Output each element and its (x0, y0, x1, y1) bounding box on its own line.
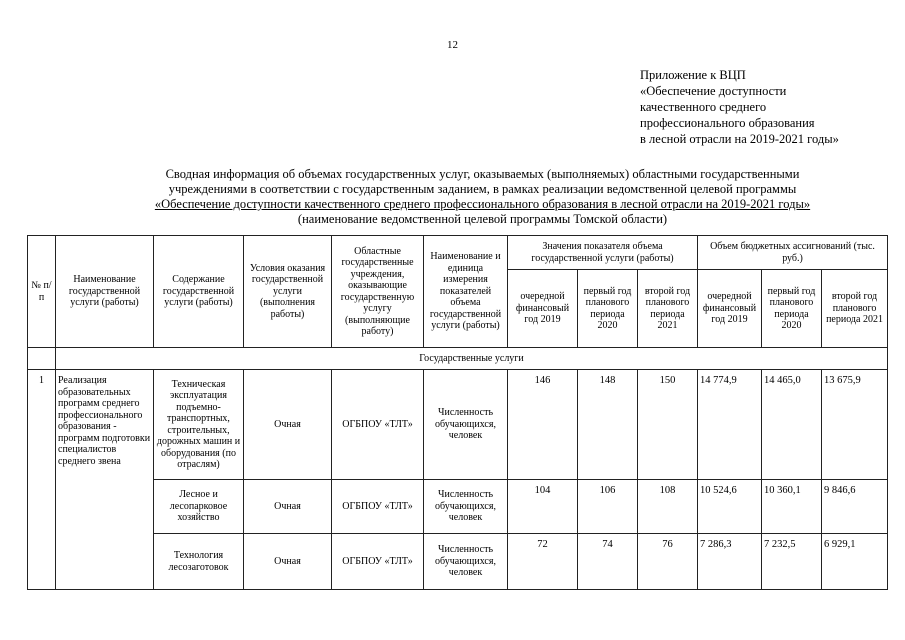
volume-2019: 104 (508, 480, 578, 534)
appendix-line: качественного среднего (640, 100, 767, 114)
header-volume-group: Значения показателя объема государственной услуги (работы) (508, 236, 698, 270)
budget-2019: 10 524,6 (698, 480, 762, 534)
header-budget-2020: первый год планового периода 2020 (762, 270, 822, 348)
service-indicator: Численность обучающихся, человек (424, 480, 508, 534)
service-institution: ОГБПОУ «ТЛТ» (332, 370, 424, 480)
page-number: 12 (447, 39, 458, 51)
header-service-name: Наименование государственной услуги (работы) (56, 236, 154, 348)
table-row (28, 534, 888, 590)
header-volume-2021: второй год планового периода 2021 (638, 270, 698, 348)
header-budget-2021: второй год планового периода 2021 (822, 270, 888, 348)
section-label: Государственные услуги (56, 348, 888, 370)
program-title: «Обеспечение доступности качественного среднего профессионального образования в лесной отрасли на 2019-2021 годы» (154, 197, 811, 211)
appendix-line: «Обеспечение доступности (640, 84, 787, 98)
header-num: № п/п (28, 236, 56, 348)
document-heading (40, 167, 905, 227)
budget-2020: 7 232,5 (762, 534, 822, 590)
header-institutions: Областные государственные учреждения, оказывающие государственную услугу (выполняющие работу) (332, 236, 424, 348)
volume-2020: 148 (578, 370, 638, 480)
service-indicator: Численность обучающихся, человек (424, 534, 508, 590)
service-content: Лесное и лесопарковое хозяйство (154, 480, 244, 534)
volume-2019: 146 (508, 370, 578, 480)
heading-caption: (наименование ведомственной целевой программы Томской области) (297, 212, 668, 226)
table-row (28, 370, 888, 480)
service-content: Технология лесозаготовок (154, 534, 244, 590)
section-empty-cell (28, 348, 56, 370)
heading-line: учреждениями в соответствии с государственным заданием, в рамках реализации ведомственной целевой программы (168, 182, 797, 196)
budget-2019: 7 286,3 (698, 534, 762, 590)
appendix-line: Приложение к ВЦП (640, 68, 746, 82)
header-indicator: Наименование и единица измерения показателей объема государственной услуги (работы) (424, 236, 508, 348)
appendix-line: профессионального образования (640, 116, 815, 130)
service-content: Техническая эксплуатация подъемно-транспортных, строительных, дорожных машин и оборудования (по отраслям) (154, 370, 244, 480)
volume-2019: 72 (508, 534, 578, 590)
budget-2021: 6 929,1 (822, 534, 888, 590)
service-condition: Очная (244, 480, 332, 534)
service-institution: ОГБПОУ «ТЛТ» (332, 480, 424, 534)
budget-2021: 9 846,6 (822, 480, 888, 534)
service-name: Реализация образовательных программ среднего профессионального образования - программ подготовки специалистов среднего звена (56, 370, 154, 590)
service-indicator: Численность обучающихся, человек (424, 370, 508, 480)
heading-line: Сводная информация об объемах государственных услуг, оказываемых (выполняемых) областными государственными (165, 167, 800, 181)
volume-2021: 108 (638, 480, 698, 534)
header-volume-2019: очередной финансовый год 2019 (508, 270, 578, 348)
volume-2021: 150 (638, 370, 698, 480)
service-condition: Очная (244, 534, 332, 590)
appendix-block (640, 67, 900, 147)
service-condition: Очная (244, 370, 332, 480)
appendix-line: в лесной отрасли на 2019-2021 годы» (640, 132, 839, 146)
header-volume-2020: первый год планового периода 2020 (578, 270, 638, 348)
header-content: Содержание государственной услуги (работы) (154, 236, 244, 348)
budget-2020: 10 360,1 (762, 480, 822, 534)
header-budget-group: Объем бюджетных ассигнований (тыс. руб.) (698, 236, 888, 270)
summary-table (27, 235, 888, 590)
budget-2021: 13 675,9 (822, 370, 888, 480)
header-conditions: Условия оказания государственной услуги (выполнения работы) (244, 236, 332, 348)
volume-2020: 106 (578, 480, 638, 534)
service-institution: ОГБПОУ «ТЛТ» (332, 534, 424, 590)
row-number: 1 (28, 370, 56, 590)
header-budget-2019: очередной финансовый год 2019 (698, 270, 762, 348)
volume-2021: 76 (638, 534, 698, 590)
budget-2019: 14 774,9 (698, 370, 762, 480)
budget-2020: 14 465,0 (762, 370, 822, 480)
table-row (28, 480, 888, 534)
volume-2020: 74 (578, 534, 638, 590)
